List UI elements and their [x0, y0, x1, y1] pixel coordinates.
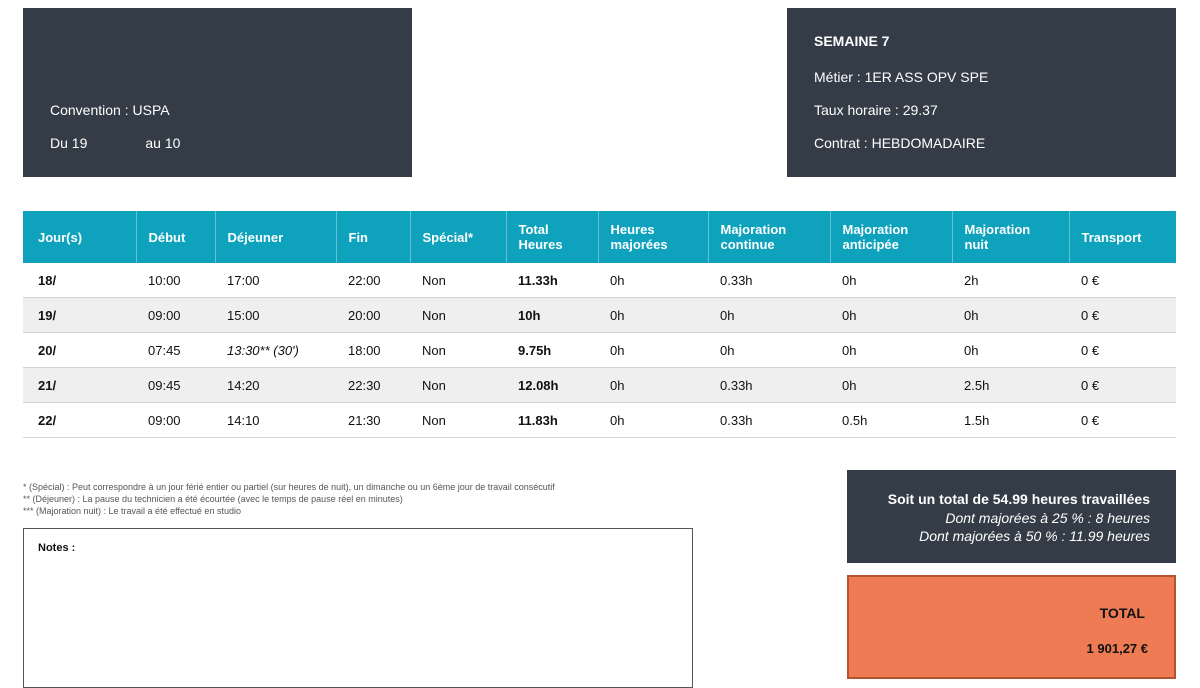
summary-panel	[847, 470, 1176, 563]
cell-special: Non	[410, 368, 506, 403]
info-panel-right	[787, 8, 1176, 177]
footnote-dejeuner: ** (Déjeuner) : La pause du technicien a été écourtée (avec le temps de pause réel en minutes)	[23, 494, 403, 504]
col-header-heures-majorees: Heures majorées	[598, 211, 708, 263]
cell-jour: 19/	[23, 298, 136, 333]
col-header-maj-nuit: Majoration nuit	[952, 211, 1069, 263]
cell-dejeuner: 13:30** (30')	[215, 333, 336, 368]
cell-debut: 09:00	[136, 298, 215, 333]
cell-maj-nuit: 2h	[952, 263, 1069, 298]
footnote-special: * (Spécial) : Peut correspondre à un jour férié entier ou partiel (sur heures de nuit), un dimanche ou un 6ème jour de travail consécutif	[23, 482, 555, 492]
cell-transport: 0 €	[1069, 403, 1176, 438]
contrat-label: Contrat : HEBDOMADAIRE	[814, 135, 986, 151]
cell-total: 12.08h	[506, 368, 598, 403]
cell-heures-majorees: 0h	[598, 333, 708, 368]
col-header-debut: Début	[136, 211, 215, 263]
date-range	[50, 135, 180, 151]
cell-debut: 10:00	[136, 263, 215, 298]
cell-fin: 22:00	[336, 263, 410, 298]
summary-majorees-25: Dont majorées à 25 % : 8 heures	[945, 510, 1150, 526]
table-row	[23, 333, 1176, 368]
cell-heures-majorees: 0h	[598, 263, 708, 298]
cell-maj-anticipee: 0.5h	[830, 403, 952, 438]
cell-dejeuner: 17:00	[215, 263, 336, 298]
cell-fin: 22:30	[336, 368, 410, 403]
cell-total: 9.75h	[506, 333, 598, 368]
cell-maj-continue: 0h	[708, 298, 830, 333]
cell-total: 11.83h	[506, 403, 598, 438]
table-row	[23, 298, 1176, 333]
summary-total-hours: Soit un total de 54.99 heures travaillées	[887, 491, 1150, 507]
cell-debut: 09:45	[136, 368, 215, 403]
footnotes	[23, 481, 555, 517]
cell-maj-anticipee: 0h	[830, 298, 952, 333]
cell-heures-majorees: 0h	[598, 403, 708, 438]
cell-transport: 0 €	[1069, 298, 1176, 333]
footnote-nuit: *** (Majoration nuit) : Le travail a été effectué en studio	[23, 506, 241, 516]
cell-jour: 20/	[23, 333, 136, 368]
metier-label: Métier : 1ER ASS OPV SPE	[814, 69, 989, 85]
cell-transport: 0 €	[1069, 333, 1176, 368]
table-header-row	[23, 211, 1176, 263]
date-from: Du 19	[50, 135, 88, 151]
date-to: au 10	[145, 135, 181, 151]
cell-total: 10h	[506, 298, 598, 333]
col-header-dejeuner: Déjeuner	[215, 211, 336, 263]
col-header-transport: Transport	[1069, 211, 1176, 263]
cell-maj-nuit: 1.5h	[952, 403, 1069, 438]
cell-dejeuner: 14:10	[215, 403, 336, 438]
cell-debut: 09:00	[136, 403, 215, 438]
cell-special: Non	[410, 263, 506, 298]
table-row	[23, 263, 1176, 298]
col-header-jour: Jour(s)	[23, 211, 136, 263]
total-label: TOTAL	[1099, 605, 1145, 621]
table-row	[23, 368, 1176, 403]
col-header-fin: Fin	[336, 211, 410, 263]
convention-label: Convention : USPA	[50, 102, 170, 118]
cell-jour: 22/	[23, 403, 136, 438]
taux-label: Taux horaire : 29.37	[814, 102, 938, 118]
cell-maj-anticipee: 0h	[830, 368, 952, 403]
cell-heures-majorees: 0h	[598, 368, 708, 403]
cell-maj-anticipee: 0h	[830, 263, 952, 298]
notes-label: Notes :	[38, 542, 76, 554]
cell-jour: 21/	[23, 368, 136, 403]
summary-majorees-50: Dont majorées à 50 % : 11.99 heures	[919, 528, 1150, 544]
total-panel	[847, 575, 1176, 679]
cell-fin: 21:30	[336, 403, 410, 438]
cell-maj-anticipee: 0h	[830, 333, 952, 368]
notes-box[interactable]	[23, 528, 693, 688]
col-header-special: Spécial*	[410, 211, 506, 263]
col-header-maj-continue: Majoration continue	[708, 211, 830, 263]
cell-transport: 0 €	[1069, 263, 1176, 298]
cell-debut: 07:45	[136, 333, 215, 368]
table-row	[23, 403, 1176, 438]
cell-maj-nuit: 2.5h	[952, 368, 1069, 403]
cell-maj-continue: 0.33h	[708, 368, 830, 403]
hours-table	[23, 211, 1176, 438]
cell-fin: 18:00	[336, 333, 410, 368]
cell-maj-nuit: 0h	[952, 298, 1069, 333]
cell-dejeuner: 15:00	[215, 298, 336, 333]
cell-special: Non	[410, 333, 506, 368]
cell-jour: 18/	[23, 263, 136, 298]
cell-total: 11.33h	[506, 263, 598, 298]
cell-fin: 20:00	[336, 298, 410, 333]
col-header-total: Total Heures	[506, 211, 598, 263]
cell-heures-majorees: 0h	[598, 298, 708, 333]
total-amount: 1 901,27 €	[1086, 641, 1148, 656]
cell-maj-continue: 0.33h	[708, 403, 830, 438]
cell-maj-continue: 0.33h	[708, 263, 830, 298]
col-header-maj-anticipee: Majoration anticipée	[830, 211, 952, 263]
cell-transport: 0 €	[1069, 368, 1176, 403]
week-title: SEMAINE 7	[814, 33, 890, 49]
cell-dejeuner: 14:20	[215, 368, 336, 403]
cell-maj-nuit: 0h	[952, 333, 1069, 368]
cell-special: Non	[410, 298, 506, 333]
info-panel-left	[23, 8, 412, 177]
cell-maj-continue: 0h	[708, 333, 830, 368]
cell-special: Non	[410, 403, 506, 438]
